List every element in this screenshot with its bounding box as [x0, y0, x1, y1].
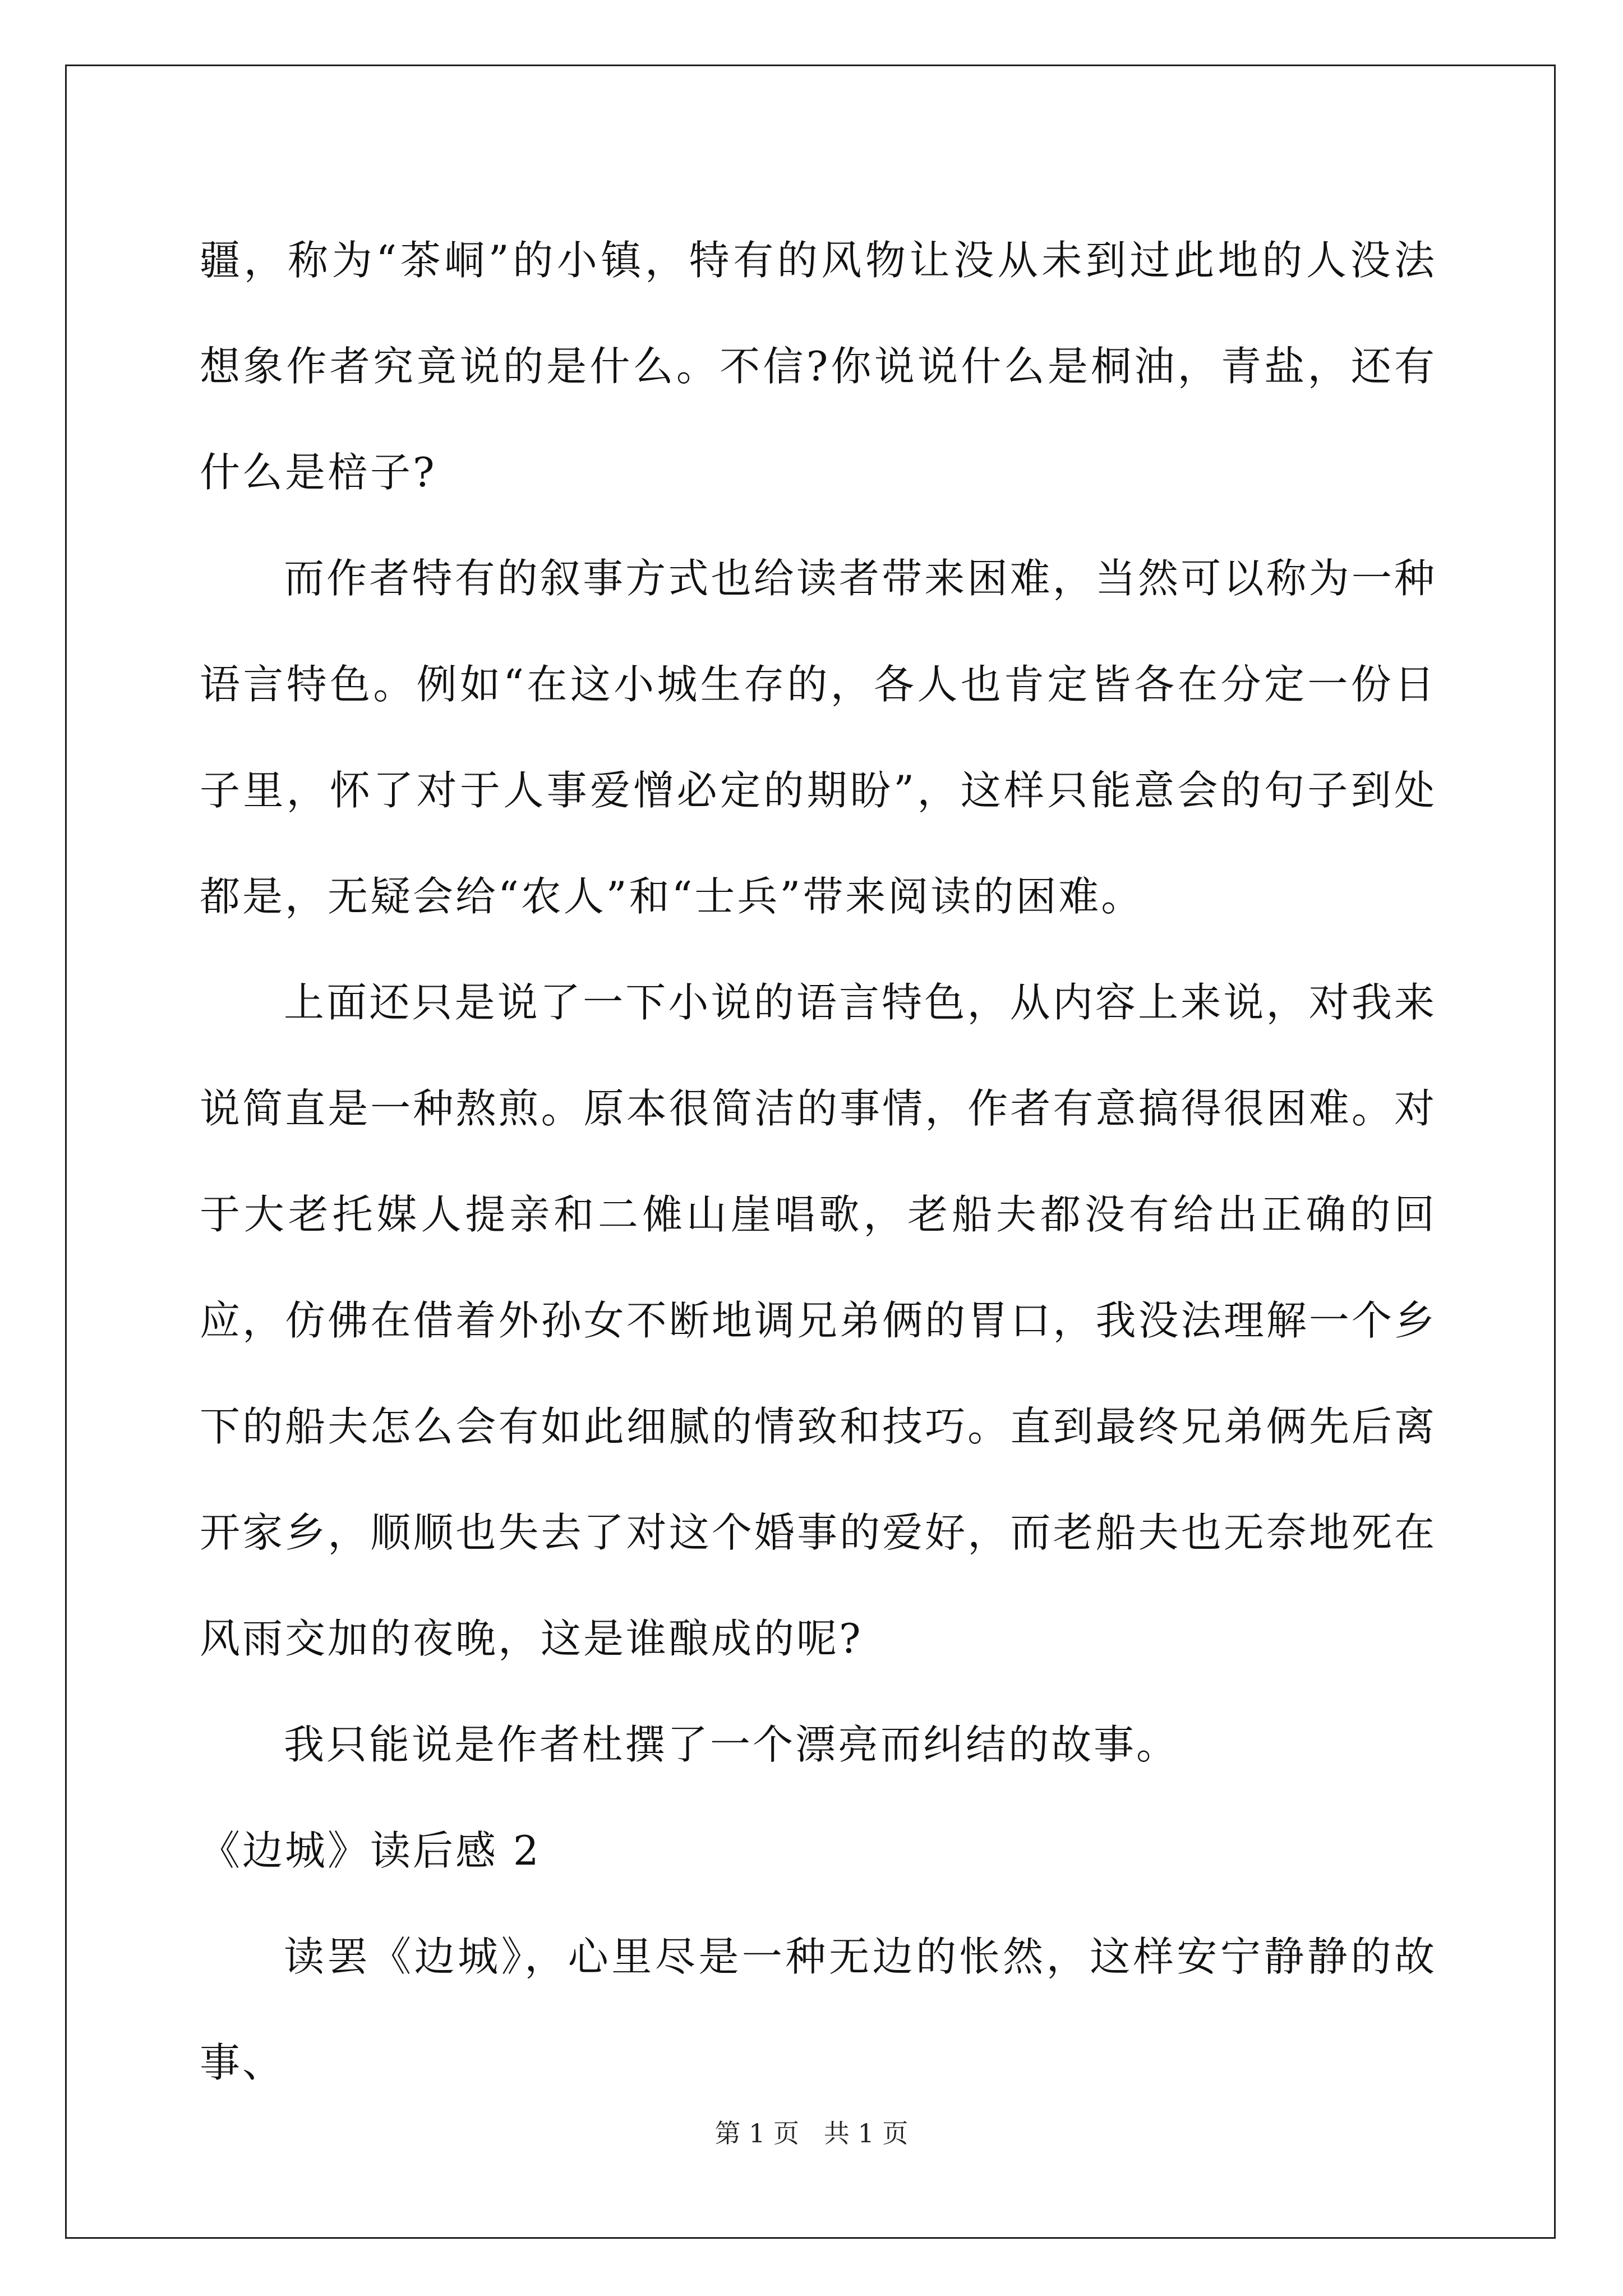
section-heading: 《边城》读后感 2	[200, 1827, 541, 1874]
document-body	[200, 208, 1437, 2116]
paragraph-5: 读罢《边城》，心里尽是一种无边的怅然，这样安宁静静的故事、	[200, 1933, 1437, 2086]
paragraph-1: 疆，称为“茶峒”的小镇，特有的风物让没从未到过此地的人没法想象作者究竟说的是什么。不信?你说说什么是桐油，青盐，还有什么是棓子?	[200, 237, 1437, 496]
page-footer: 第 1 页 共 1 页	[714, 2118, 909, 2148]
paragraph-4: 我只能说是作者杜撰了一个漂亮而纠结的故事。	[284, 1721, 1179, 1768]
paragraph-2: 而作者特有的叙事方式也给读者带来困难，当然可以称为一种语言特色。例如“在这小城生存的，各人也肯定皆各在分定一份日子里，怀了对于人事爱憎必定的期盼”，这样只能意会的句子到处都是，无疑会给“农人”和“士兵”带来阅读的困难。	[200, 555, 1437, 920]
paragraph-3: 上面还只是说了一下小说的语言特色，从内容上来说，对我来说简直是一种熬煎。原本很简洁的事情，作者有意搞得很困难。对于大老托媒人提亲和二傩山崖唱歌，老船夫都没有给出正确的回应，仿佛在借着外孙女不断地调兄弟俩的胃口，我没法理解一个乡下的船夫怎么会有如此细腻的情致和技巧。直到最终兄弟俩先后离开家乡，顺顺也失去了对这个婚事的爱好，而老船夫也无奈地死在风雨交加的夜晚，这是谁酿成的呢?	[200, 979, 1437, 1662]
